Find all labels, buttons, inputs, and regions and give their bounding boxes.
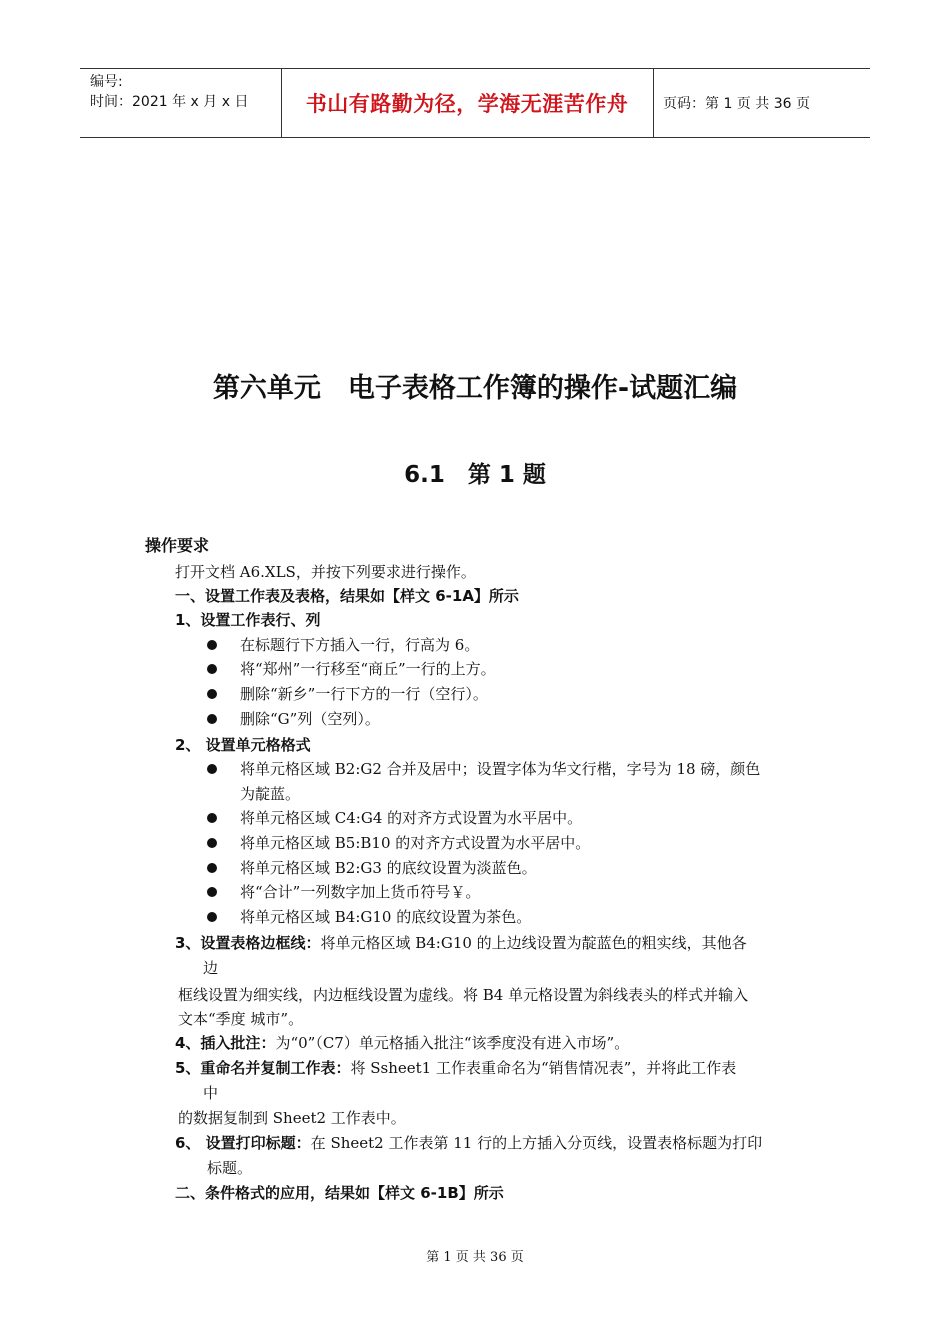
item5-line2: 的数据复制到 Sheet2 工作表中。 (178, 1109, 406, 1127)
item3-line3: 文本“季度 城市”。 (178, 1010, 304, 1028)
bullet-icon (207, 689, 217, 699)
item2-heading: 2、 设置单元格格式 (175, 736, 311, 754)
page-footer: 第 1 页 共 36 页 (426, 1250, 524, 1265)
item6-wrap: 标题。 (207, 1159, 253, 1177)
part1-heading: 一、设置工作表及表格，结果如【样文 6-1A】所示 (175, 587, 519, 605)
list-item: 将单元格区域 B4:G10 的底纹设置为茶色。 (240, 908, 532, 926)
part2-heading: 二、条件格式的应用，结果如【样文 6-1B】所示 (175, 1184, 504, 1202)
bullet-icon (207, 887, 217, 897)
bullet-icon (207, 764, 217, 774)
item3-text: 将单元格区域 B4:G10 的上边线设置为靛蓝色的粗实线，其他各 (320, 934, 747, 952)
item1-heading: 1、设置工作表行、列 (175, 611, 321, 629)
list-item: 将单元格区域 C4:G4 的对齐方式设置为水平居中。 (240, 809, 583, 827)
item4-paragraph (175, 1033, 629, 1053)
item3-line2: 框线设置为细实线，内边框线设置为虚线。将 B4 单元格设置为斜线表头的样式并输入 (178, 986, 749, 1004)
item3-wrap: 边 (203, 959, 219, 977)
list-item: 将“郑州”一行移至“商丘”一行的上方。 (240, 660, 496, 678)
bullet-icon (207, 714, 217, 724)
header-meta (80, 69, 281, 137)
bullet-icon (207, 863, 217, 873)
header-divider (653, 69, 654, 137)
item6-paragraph (175, 1133, 762, 1153)
item3-paragraph (175, 933, 747, 953)
list-item: 删除“新乡”一行下方的一行（空行）。 (240, 685, 488, 703)
item6-label: 6、 设置打印标题： (175, 1134, 311, 1152)
page-header (80, 68, 870, 138)
item4-label: 4、插入批注： (175, 1034, 276, 1052)
header-motto: 书山有路勤为径，学海无涯苦作舟 (305, 92, 629, 116)
list-item: 将单元格区域 B5:B10 的对齐方式设置为水平居中。 (240, 834, 591, 852)
list-item: 删除“G”列（空列）。 (240, 710, 380, 728)
bullet-icon (207, 838, 217, 848)
bullet-icon (207, 640, 217, 650)
item5-text: 将 Ssheet1 工作表重命名为“销售情况表”，并将此工作表 (350, 1059, 737, 1077)
list-item: 在标题行下方插入一行，行高为 6。 (240, 636, 480, 654)
list-item: 将“合计”一列数字加上货币符号￥。 (240, 883, 481, 901)
intro-text: 打开文档 A6.XLS，并按下列要求进行操作。 (175, 563, 476, 581)
bullet-icon (207, 912, 217, 922)
item6-text: 在 Sheet2 工作表第 11 行的上方插入分页线，设置表格标题为打印 (310, 1134, 763, 1152)
list-item: 将单元格区域 B2:G2 合并及居中；设置字体为华文行楷，字号为 18 磅，颜色 (240, 760, 761, 778)
header-page-info: 页码：第 1 页 共 36 页 (663, 96, 810, 112)
item4-text: 为“0”（C7）单元格插入批注“该季度没有进入市场”。 (275, 1034, 630, 1052)
section-heading: 操作要求 (145, 536, 210, 555)
doc-number-label: 编号: (90, 74, 123, 90)
doc-date: 时间：2021 年 x 月 x 日 (90, 94, 249, 110)
item5-paragraph (175, 1058, 736, 1078)
list-item: 将单元格区域 B2:G3 的底纹设置为淡蓝色。 (240, 859, 537, 877)
bullet-icon (207, 664, 217, 674)
item5-label: 5、重命名并复制工作表： (175, 1059, 351, 1077)
item3-label: 3、设置表格边框线： (175, 934, 321, 952)
question-title: 6.1 第 1 题 (404, 462, 546, 488)
list-item-continuation: 为靛蓝。 (240, 785, 301, 803)
bullet-icon (207, 813, 217, 823)
item5-wrap: 中 (203, 1084, 219, 1102)
document-title: 第六单元 电子表格工作簿的操作-试题汇编 (212, 373, 738, 404)
